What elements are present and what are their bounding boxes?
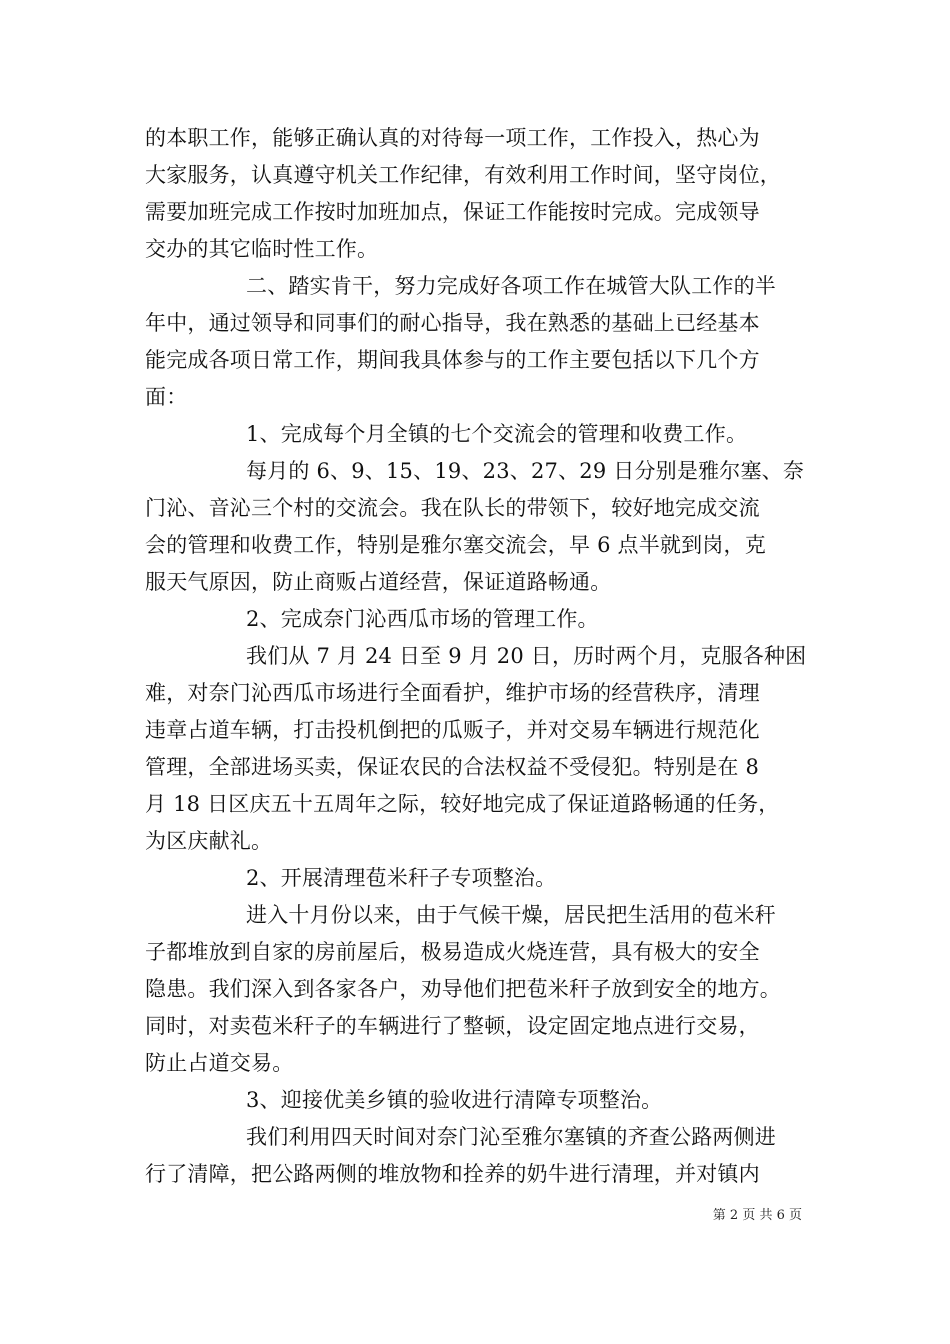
text-line: 面：: [145, 385, 188, 409]
text-line: 会的管理和收费工作，特别是雅尔塞交流会，早 6 点半就到岗，克: [145, 533, 766, 557]
text-line: 能完成各项日常工作，期间我具体参与的工作主要包括以下几个方: [145, 348, 760, 372]
text-line: 违章占道车辆，打击投机倒把的瓜贩子，并对交易车辆进行规范化: [145, 718, 760, 742]
text-line: 年中，通过领导和同事们的耐心指导，我在熟悉的基础上已经基本: [145, 311, 760, 335]
text-line: 每月的 6、9、15、19、23、27、29 日分别是雅尔塞、奈: [246, 459, 805, 483]
text-line: 隐患。我们深入到各家各户，劝导他们把苞米秆子放到安全的地方。: [145, 977, 781, 1001]
section-heading: 2、完成奈门沁西瓜市场的管理工作。: [246, 607, 599, 631]
text-line: 同时，对卖苞米秆子的车辆进行了整顿，设定固定地点进行交易，: [145, 1014, 760, 1038]
text-line: 需要加班完成工作按时加班加点，保证工作能按时完成。完成领导: [145, 200, 760, 224]
text-line: 防止占道交易。: [145, 1051, 294, 1075]
text-line: 我们利用四天时间对奈门沁至雅尔塞镇的齐查公路两侧进: [246, 1125, 776, 1149]
text-line: 管理，全部进场买卖，保证农民的合法权益不受侵犯。特别是在 8: [145, 755, 760, 779]
section-heading: 2、开展清理苞米秆子专项整治。: [246, 866, 557, 890]
section-heading: 3、迎接优美乡镇的验收进行清障专项整治。: [246, 1088, 663, 1112]
text-line: 进入十月份以来，由于气候干燥，居民把生活用的苞米秆: [246, 903, 776, 927]
text-line: 交办的其它临时性工作。: [145, 237, 379, 261]
text-line: 难，对奈门沁西瓜市场进行全面看护，维护市场的经营秩序，清理: [145, 681, 760, 705]
page-number: 第 2 页 共 6 页: [712, 1208, 802, 1223]
text-line: 我们从 7 月 24 日至 9 月 20 日，历时两个月，克服各种困: [246, 644, 807, 668]
text-line: 月 18 日区庆五十五周年之际，较好地完成了保证道路畅通的任务，: [145, 792, 780, 816]
section-heading: 1、完成每个月全镇的七个交流会的管理和收费工作。: [246, 422, 748, 446]
text-line: 大家服务，认真遵守机关工作纪律，有效利用工作时间，坚守岗位，: [145, 163, 781, 187]
text-line: 行了清障，把公路两侧的堆放物和拴养的奶牛进行清理，并对镇内: [145, 1162, 760, 1186]
text-line: 二、踏实肯干，努力完成好各项工作在城管大队工作的半: [246, 274, 776, 298]
text-line: 子都堆放到自家的房前屋后，极易造成火烧连营，具有极大的安全: [145, 940, 760, 964]
text-line: 门沁、音沁三个村的交流会。我在队长的带领下，较好地完成交流: [145, 496, 760, 520]
text-line: 为区庆献礼。: [145, 829, 273, 853]
text-line: 服天气原因，防止商贩占道经营，保证道路畅通。: [145, 570, 612, 594]
text-line: 的本职工作，能够正确认真的对待每一项工作，工作投入，热心为: [145, 126, 760, 150]
